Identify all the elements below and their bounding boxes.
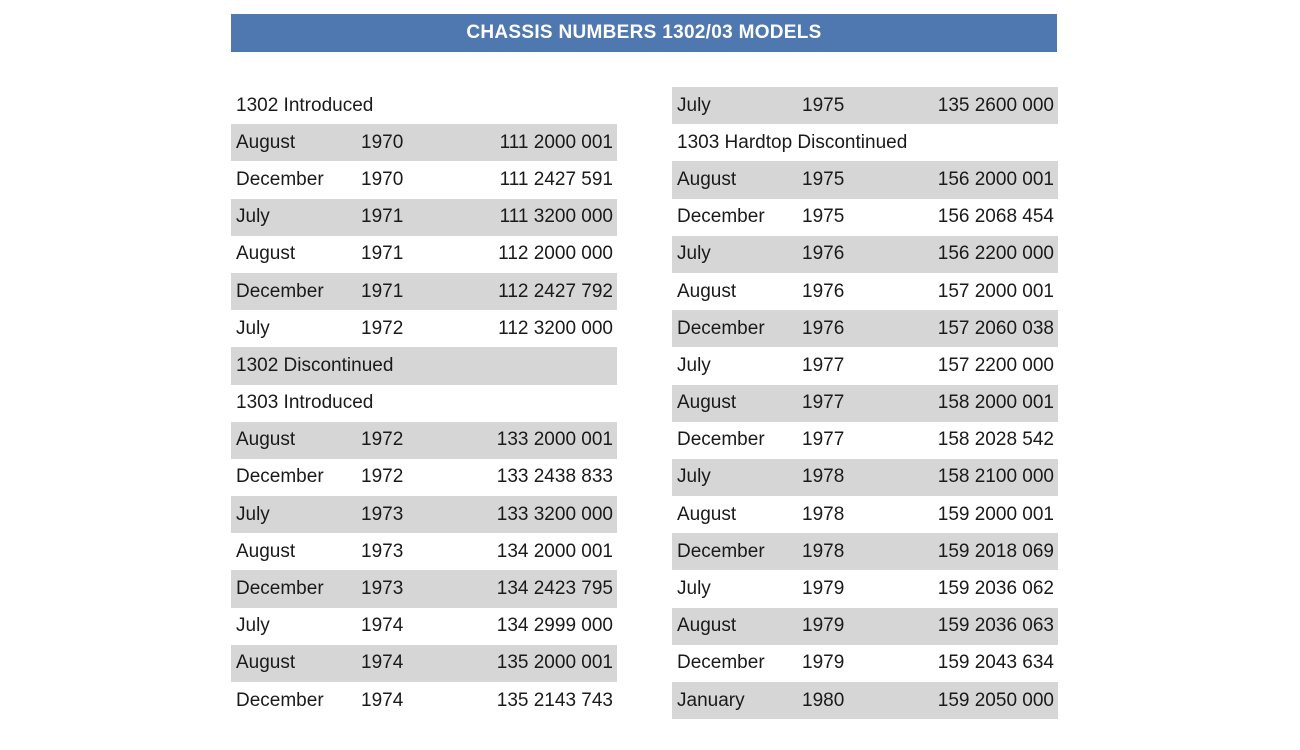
table-row bbox=[231, 570, 617, 607]
month-cell: August bbox=[677, 392, 737, 414]
table-row bbox=[672, 310, 1058, 347]
chassis-number-cell: 157 2200 000 bbox=[937, 354, 1054, 376]
chassis-number-cell: 134 2000 001 bbox=[496, 540, 613, 562]
chassis-number-cell: 158 2000 001 bbox=[937, 392, 1054, 414]
month-cell: December bbox=[677, 429, 765, 451]
month-cell: July bbox=[236, 615, 270, 637]
year-cell: 1970 bbox=[361, 168, 404, 190]
year-cell: 1971 bbox=[361, 206, 404, 228]
section-label-row bbox=[672, 124, 1058, 161]
month-cell: December bbox=[677, 317, 765, 339]
year-cell: 1978 bbox=[802, 466, 845, 488]
year-cell: 1977 bbox=[802, 392, 845, 414]
table-row bbox=[231, 608, 617, 645]
year-cell: 1971 bbox=[361, 280, 404, 302]
chassis-number-cell: 159 2043 634 bbox=[937, 652, 1054, 674]
table-row bbox=[672, 608, 1058, 645]
table-row bbox=[672, 570, 1058, 607]
chassis-number-cell: 135 2600 000 bbox=[937, 94, 1054, 116]
year-cell: 1974 bbox=[361, 652, 404, 674]
chassis-number-cell: 135 2000 001 bbox=[496, 652, 613, 674]
table-row bbox=[231, 682, 617, 719]
month-cell: August bbox=[236, 243, 296, 265]
chassis-number-cell: 112 3200 000 bbox=[498, 317, 613, 339]
section-label: 1302 Discontinued bbox=[236, 354, 394, 376]
table-row bbox=[672, 236, 1058, 273]
month-cell: December bbox=[677, 652, 765, 674]
chassis-number-cell: 157 2060 038 bbox=[937, 317, 1054, 339]
chassis-number-cell: 156 2000 001 bbox=[937, 168, 1054, 190]
table-row bbox=[231, 422, 617, 459]
month-cell: July bbox=[236, 206, 270, 228]
table-title: CHASSIS NUMBERS 1302/03 MODELS bbox=[231, 14, 1057, 52]
chassis-number-cell: 159 2000 001 bbox=[937, 503, 1054, 525]
year-cell: 1979 bbox=[802, 615, 845, 637]
chassis-number-cell: 111 3200 000 bbox=[499, 206, 613, 228]
table-row bbox=[231, 199, 617, 236]
chassis-number-cell: 159 2018 069 bbox=[937, 540, 1054, 562]
year-cell: 1974 bbox=[361, 615, 404, 637]
month-cell: August bbox=[677, 280, 737, 302]
month-cell: December bbox=[236, 578, 324, 600]
right-column bbox=[672, 87, 1058, 719]
chassis-number-cell: 112 2000 000 bbox=[498, 243, 613, 265]
table-row bbox=[672, 422, 1058, 459]
chassis-number-cell: 134 2999 000 bbox=[496, 615, 613, 637]
table-row bbox=[231, 459, 617, 496]
table-row bbox=[231, 161, 617, 198]
month-cell: August bbox=[236, 652, 296, 674]
chassis-number-cell: 159 2036 063 bbox=[937, 615, 1054, 637]
year-cell: 1979 bbox=[802, 578, 845, 600]
year-cell: 1978 bbox=[802, 503, 845, 525]
chassis-number-cell: 133 2438 833 bbox=[496, 466, 613, 488]
section-label: 1303 Hardtop Discontinued bbox=[677, 131, 908, 153]
section-label-row bbox=[231, 347, 617, 384]
month-cell: December bbox=[236, 168, 324, 190]
table-row bbox=[672, 682, 1058, 719]
table-row bbox=[672, 347, 1058, 384]
year-cell: 1979 bbox=[802, 652, 845, 674]
month-cell: August bbox=[677, 615, 737, 637]
table-row bbox=[231, 533, 617, 570]
table-row bbox=[231, 496, 617, 533]
section-label: 1303 Introduced bbox=[236, 392, 374, 414]
table-row bbox=[672, 161, 1058, 198]
month-cell: December bbox=[677, 206, 765, 228]
table-row bbox=[672, 533, 1058, 570]
month-cell: July bbox=[236, 317, 270, 339]
month-cell: December bbox=[236, 466, 324, 488]
year-cell: 1973 bbox=[361, 503, 404, 525]
year-cell: 1973 bbox=[361, 578, 404, 600]
year-cell: 1970 bbox=[361, 131, 404, 153]
month-cell: August bbox=[677, 503, 737, 525]
month-cell: August bbox=[677, 168, 737, 190]
month-cell: July bbox=[236, 503, 270, 525]
table-row bbox=[231, 124, 617, 161]
month-cell: January bbox=[677, 689, 745, 711]
year-cell: 1975 bbox=[802, 94, 845, 116]
chassis-number-cell: 158 2028 542 bbox=[937, 429, 1054, 451]
year-cell: 1977 bbox=[802, 429, 845, 451]
month-cell: December bbox=[236, 280, 324, 302]
chassis-number-cell: 134 2423 795 bbox=[496, 578, 613, 600]
year-cell: 1972 bbox=[361, 466, 404, 488]
year-cell: 1976 bbox=[802, 280, 845, 302]
chassis-number-cell: 156 2068 454 bbox=[937, 206, 1054, 228]
month-cell: December bbox=[677, 540, 765, 562]
year-cell: 1980 bbox=[802, 689, 845, 711]
table-row bbox=[672, 385, 1058, 422]
month-cell: July bbox=[677, 466, 711, 488]
chassis-number-cell: 112 2427 792 bbox=[498, 280, 613, 302]
table-row bbox=[672, 273, 1058, 310]
chassis-number-cell: 156 2200 000 bbox=[937, 243, 1054, 265]
month-cell: August bbox=[236, 540, 296, 562]
month-cell: December bbox=[236, 689, 324, 711]
table-row bbox=[231, 310, 617, 347]
section-label: 1302 Introduced bbox=[236, 94, 374, 116]
month-cell: August bbox=[236, 429, 296, 451]
section-label-row bbox=[231, 87, 617, 124]
chassis-number-cell: 159 2050 000 bbox=[937, 689, 1054, 711]
year-cell: 1976 bbox=[802, 317, 845, 339]
year-cell: 1973 bbox=[361, 540, 404, 562]
table-row bbox=[672, 459, 1058, 496]
year-cell: 1976 bbox=[802, 243, 845, 265]
left-column bbox=[231, 87, 617, 719]
year-cell: 1975 bbox=[802, 206, 845, 228]
chassis-number-cell: 111 2000 001 bbox=[499, 131, 613, 153]
year-cell: 1972 bbox=[361, 317, 404, 339]
chassis-number-cell: 157 2000 001 bbox=[937, 280, 1054, 302]
month-cell: July bbox=[677, 354, 711, 376]
year-cell: 1974 bbox=[361, 689, 404, 711]
chassis-number-cell: 133 3200 000 bbox=[496, 503, 613, 525]
chassis-number-cell: 135 2143 743 bbox=[496, 689, 613, 711]
chassis-number-cell: 159 2036 062 bbox=[937, 578, 1054, 600]
table-row bbox=[672, 199, 1058, 236]
table-row bbox=[672, 496, 1058, 533]
year-cell: 1975 bbox=[802, 168, 845, 190]
chassis-number-cell: 111 2427 591 bbox=[499, 168, 613, 190]
table-row bbox=[231, 645, 617, 682]
month-cell: August bbox=[236, 131, 296, 153]
year-cell: 1971 bbox=[361, 243, 404, 265]
year-cell: 1972 bbox=[361, 429, 404, 451]
month-cell: July bbox=[677, 243, 711, 265]
year-cell: 1977 bbox=[802, 354, 845, 376]
table-row bbox=[672, 645, 1058, 682]
section-label-row bbox=[231, 385, 617, 422]
table-row bbox=[231, 273, 617, 310]
table-row bbox=[231, 236, 617, 273]
month-cell: July bbox=[677, 578, 711, 600]
chassis-number-cell: 158 2100 000 bbox=[937, 466, 1054, 488]
chassis-number-cell: 133 2000 001 bbox=[496, 429, 613, 451]
table-row bbox=[672, 87, 1058, 124]
year-cell: 1978 bbox=[802, 540, 845, 562]
month-cell: July bbox=[677, 94, 711, 116]
